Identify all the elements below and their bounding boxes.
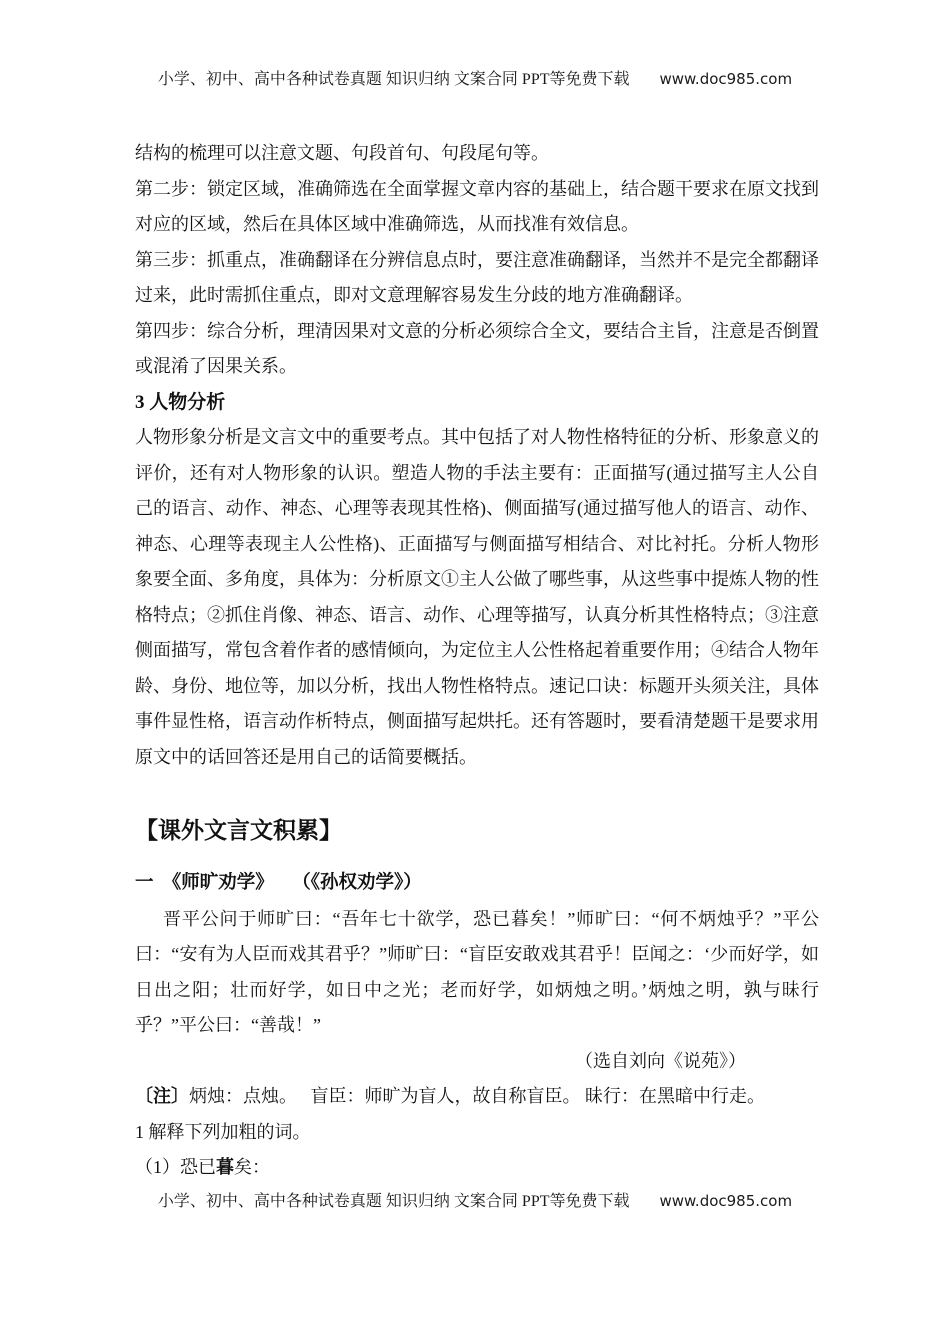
question-1-1-pre: （1）恐已 <box>135 1157 216 1177</box>
paragraph-step4: 第四步：综合分析，理清因果对文意的分析必须综合全文，要结合主旨，注意是否倒置或混淆了因果关系。 <box>135 320 819 376</box>
footer-promo-text: 小学、初中、高中各种试卷真题 知识归纳 文案合同 PPT等免费下载 <box>157 1193 630 1210</box>
heading-character-analysis: 3 人物分析 <box>135 391 226 413</box>
footer-site-url: www.doc985.com <box>659 1192 793 1210</box>
document-body <box>135 136 819 1186</box>
paragraph-character-analysis: 人物形象分析是文言文中的重要考点。其中包括了对人物性格特征的分析、形象意义的评价，还有对人物形象的认识。塑造人物的手法主要有：正面描写(通过描写主人公自己的语言、动作、神态、心理等表现其性格)、侧面描写(通过描写他人的语言、动作、神态、心理等表现主人公性格)、正面描写与侧面描写相结合、对比衬托。分析人物形象要全面、多角度，具体为：分析原文①主人公做了哪些事，从这些事中提炼人物的性格特点；②抓住肖像、神态、语言、动作、心理等描写，认真分析其性格特点；③注意侧面描写，常包含着作者的感情倾向，为定位主人公性格起着重要作用；④结合人物年龄、身份、地位等，加以分析，找出人物性格特点。速记口诀：标题开头须关注，具体事件显性格，语言动作析特点，侧面描写起烘托。还有答题时，要看清楚题干是要求用原文中的话回答还是用自己的话简要概括。 <box>135 427 819 767</box>
passage-source: （选自刘向《说苑》） <box>575 1050 746 1071</box>
page-footer <box>0 1188 950 1211</box>
question-1-1-bold-word: 暮 <box>216 1157 234 1177</box>
note-line <box>135 1079 819 1115</box>
note-text: 炳烛：点烛。 盲臣：师旷为盲人，故自称盲臣。 昧行：在黑暗中行走。 <box>189 1086 765 1106</box>
paragraph-step2: 第二步：锁定区域，准确筛选在全面掌握文章内容的基础上，结合题干要求在原文找到对应的区域，然后在具体区域中准确筛选，从而找准有效信息。 <box>135 178 819 234</box>
paragraph-step3: 第三步：抓重点，准确翻译在分辨信息点时，要注意准确翻译，当然并不是完全都翻译过来，此时需抓住重点，即对文意理解容易发生分歧的地方准确翻译。 <box>135 249 819 305</box>
passage-text: 晋平公问于师旷曰：“吾年七十欲学，恐已暮矣！”师旷曰：“何不炳烛乎？”平公曰：“安有为人臣而戏其君乎？”师旷曰：“盲臣安敢戏其君乎！臣闻之：‘少而好学，如日出之阳；壮而好学，如日中之光；老而好学，如炳烛之明。’炳烛之明，孰与昧行乎？”平公曰：“善哉！” <box>135 908 819 1035</box>
note-label: 〔注〕 <box>135 1086 189 1106</box>
question-1-1-post: 矣： <box>234 1157 270 1177</box>
passage-title: 一 《师旷劝学》 （《孙权劝学》） <box>135 873 422 893</box>
paragraph-structure-tip: 结构的梳理可以注意文题、句段首句、句段尾句等。 <box>135 143 549 163</box>
question-1: 1 解释下列加粗的词。 <box>135 1121 311 1142</box>
question-1-1 <box>135 1150 819 1186</box>
header-promo-text: 小学、初中、高中各种试卷真题 知识归纳 文案合同 PPT等免费下载 <box>157 71 630 88</box>
section-heading-extracurricular: 【课外文言文积累】 <box>135 818 342 843</box>
page-header <box>0 66 950 89</box>
header-site-url: www.doc985.com <box>659 70 793 88</box>
